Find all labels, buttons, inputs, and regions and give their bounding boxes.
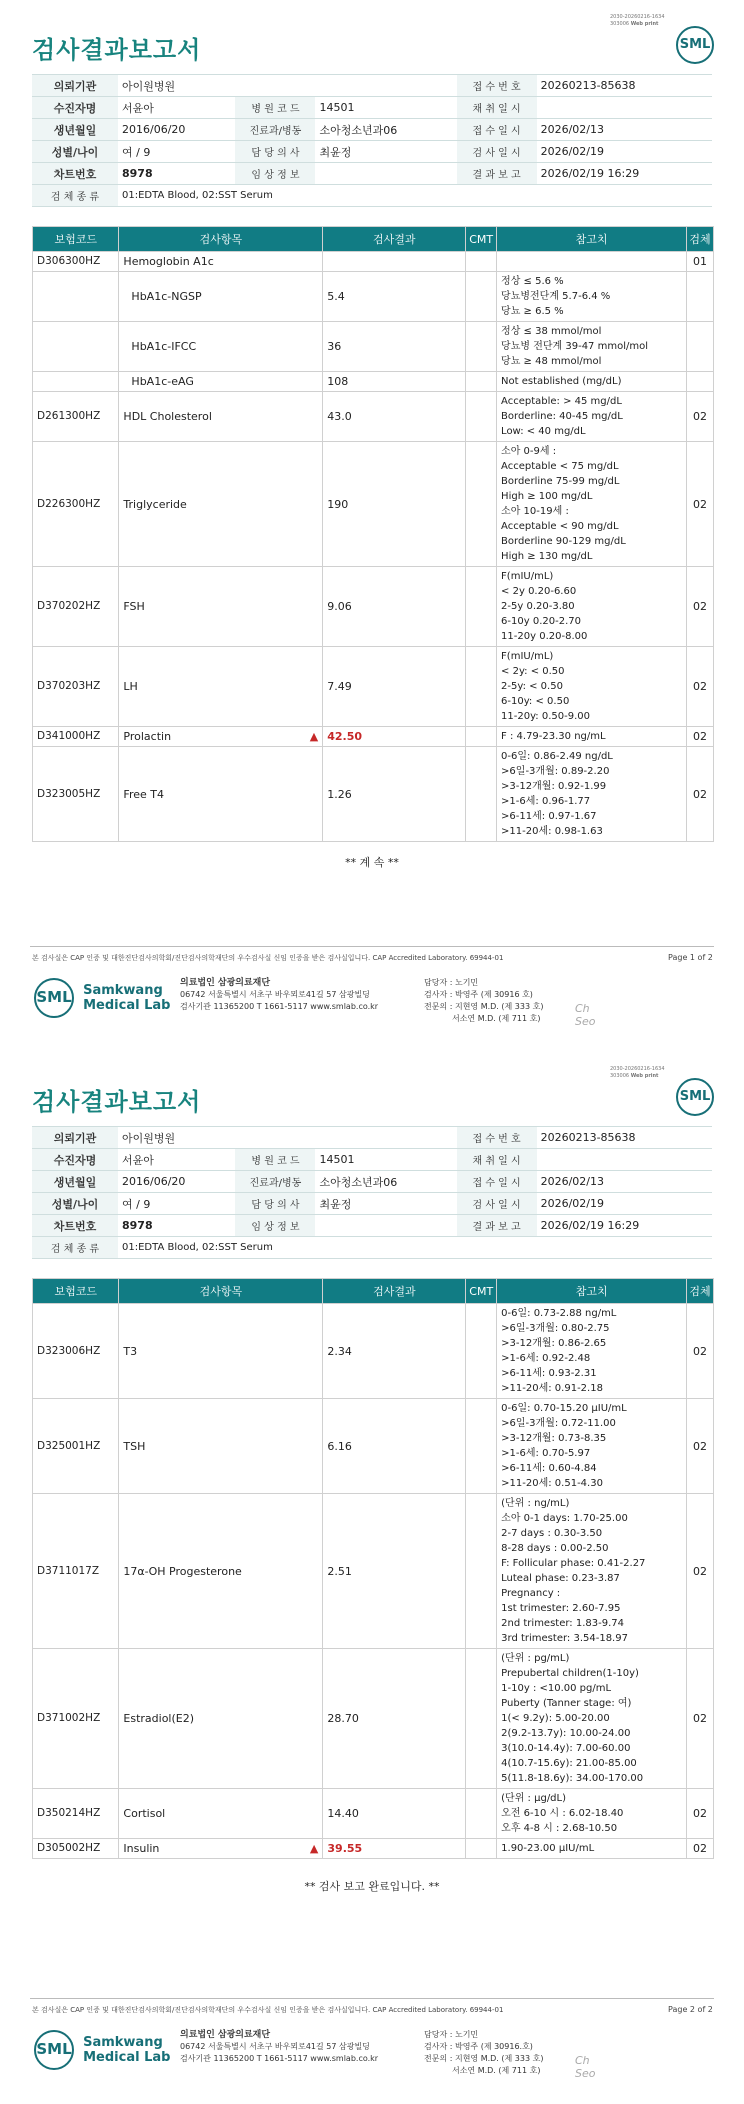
high-flag-icon: ▲	[309, 1842, 319, 1855]
specimen-code: 02	[687, 1494, 714, 1649]
test-result: 42.50	[323, 727, 466, 747]
insurance-code: D341000HZ	[33, 727, 119, 747]
specimen-code: 02	[687, 567, 714, 647]
report-date: 2026/02/19 16:29	[537, 163, 712, 185]
test-item: TSH	[119, 1399, 323, 1494]
insurance-code: D323005HZ	[33, 747, 119, 842]
cmt-cell	[466, 252, 497, 272]
patient-info-table: 의뢰기관 아이원병원 접 수 번 호 20260213-85638 수진자명 서윤아 병 원 코 드 14501 채 취 일 시 생년월일 2016/06/20 진료과/병동 소아청소년과06 접 수 일 시 2026/02/13 성별/나이 여 / 9 담 당 의 사 최윤정 검 사 일 시 2026/02/19 차트번호 8978 임 상 정 보 결 과 보 고 2026/02/19 16:29 검 체 종 류 01:EDTA Blood, 02:SST Serum	[32, 1126, 712, 1259]
insurance-code: D370203HZ	[33, 647, 119, 727]
insurance-code	[33, 372, 119, 392]
page-number: Page 2 of 2	[668, 2005, 713, 2014]
signature: Ch Seo	[575, 2054, 596, 2080]
test-result: 1.26	[323, 747, 466, 842]
insurance-code: D306300HZ	[33, 252, 119, 272]
collect-date	[537, 97, 712, 119]
patient-name: 서윤아	[118, 97, 235, 119]
insurance-code: D226300HZ	[33, 442, 119, 567]
reference-range: 소아 0-9세 : Acceptable < 75 mg/dL Borderline 75-99 mg/dL High ≥ 100 mg/dL 소아 10-19세 : Acceptable < 90 mg/dL Borderline 90-129 mg/dL High ≥ 130 mg/dL	[497, 442, 687, 567]
result-row	[33, 252, 714, 272]
results-table: 보험코드 검사항목 검사결과 CMT 참고치 검체 D323006HZ T3 2.34 0-6일: 0.73-2.88 ng/mL >6일-3개월: 0.80-2.75 >3-12개월: 0.86-2.65 >1-6세: 0.92-2.48 >6-11세: 0.93-2.31 >11-20세: 0.91-2.18 02 D325001HZ TSH 6.16 0-6일: 0.70-15.20 µIU/mL >6일-3개월: 0.72-11.00 >3-12개월: 0.73-8.35 >1-6세: 0.70-5.97 >6-11세: 0.60-4.84 >11-20세: 0.51-4.30 02 D3711017Z 17α-OH Progesterone 2.51 (단위 : ng/mL) 소아 0-1 days: 1.70-25.00 2-7 days : 0.30-3.50 8-28 days : 0.00-2.50 F: Follicular phase: 0.41-2.27 Luteal phase: 0.23-3.87 Pregnancy : 1st trimester: 2.60-7.95 2nd trimester: 1.83-9.74 3rd trimester: 3.54-18.97 02 D371002HZ Estradiol(E2) 28.70 (단위 : pg/mL) Prepubertal children(1-10y) 1-10y : <10.00 pg/mL Puberty (Tanner stage: 여) 1(< 9.2y): 5.00-20.00 2(9.2-13.7y): 10.00-24.00 3(10.0-14.4y): 7.00-60.00 4(10.7-15.6y): 21.00-85.00 5(11.8-18.6y): 34.00-170.00 02 D350214HZ Cortisol 14.40 (단위 : µg/dL) 오전 6-10 시 : 6.02-18.40 오후 4-8 시 : 2.68-10.50 02 D305002HZ Insulin ▲ 39.55 1.90-23.00 µIU/mL 02	[32, 1278, 714, 1859]
reference-range: F(mIU/mL) < 2y: < 0.50 2-5y: < 0.50 6-10y: < 0.50 11-20y: 0.50-9.00	[497, 647, 687, 727]
insurance-code: D3711017Z	[33, 1494, 119, 1649]
insurance-code: D261300HZ	[33, 392, 119, 442]
signature: Ch Seo	[575, 1002, 596, 1028]
cmt-cell	[466, 567, 497, 647]
specimen-code	[687, 322, 714, 372]
result-row	[33, 1789, 714, 1839]
samkwang-logo: SML Samkwang Medical Lab	[34, 2030, 170, 2070]
test-item: Estradiol(E2)	[119, 1649, 323, 1789]
result-row	[33, 322, 714, 372]
test-item: Hemoglobin A1c	[119, 252, 323, 272]
insurance-code	[33, 272, 119, 322]
result-row	[33, 442, 714, 567]
sml-circle-icon: SML	[34, 978, 74, 1018]
test-item: LH	[119, 647, 323, 727]
test-result	[323, 252, 466, 272]
org-value: 아이원병원	[118, 75, 457, 97]
samkwang-logo: SML Samkwang Medical Lab	[34, 978, 170, 1018]
test-result: 2.34	[323, 1304, 466, 1399]
test-result: 43.0	[323, 392, 466, 442]
reference-range: Not established (mg/dL)	[497, 372, 687, 392]
test-result: 6.16	[323, 1399, 466, 1494]
chart-no: 8978	[118, 163, 235, 185]
clinical-info	[315, 1215, 456, 1237]
hosp-code: 14501	[315, 1149, 456, 1171]
receipt-date: 2026/02/13	[537, 119, 712, 141]
result-row	[33, 1649, 714, 1789]
test-item: Insulin ▲	[119, 1839, 323, 1859]
test-result: 2.51	[323, 1494, 466, 1649]
specimen-code: 01	[687, 252, 714, 272]
footer-divider	[30, 1998, 714, 1999]
cmt-cell	[466, 647, 497, 727]
dob: 2016/06/20	[118, 119, 235, 141]
collect-date	[537, 1149, 712, 1171]
reference-range: Acceptable: > 45 mg/dL Borderline: 40-45 mg/dL Low: < 40 mg/dL	[497, 392, 687, 442]
reference-range: (단위 : pg/mL) Prepubertal children(1-10y) 1-10y : <10.00 pg/mL Puberty (Tanner stage: 여) 1(< 9.2y): 5.00-20.00 2(9.2-13.7y): 10.00-24.00 3(10.0-14.4y): 7.00-60.00 4(10.7-15.6y): 21.00-85.00 5(11.8-18.6y): 34.00-170.00	[497, 1649, 687, 1789]
sml-logo-icon: SML	[676, 26, 714, 64]
specimen-code: 02	[687, 747, 714, 842]
specimen-code: 02	[687, 1399, 714, 1494]
org-value: 아이원병원	[118, 1127, 457, 1149]
test-result: 108	[323, 372, 466, 392]
chart-no: 8978	[118, 1215, 235, 1237]
test-item: HDL Cholesterol	[119, 392, 323, 442]
test-result: 39.55	[323, 1839, 466, 1859]
patient-info-table: 의뢰기관 아이원병원 접 수 번 호 20260213-85638 수진자명 서윤아 병 원 코 드 14501 채 취 일 시 생년월일 2016/06/20 진료과/병동 소아청소년과06 접 수 일 시 2026/02/13 성별/나이 여 / 9 담 당 의 사 최윤정 검 사 일 시 2026/02/19 차트번호 8978 임 상 정 보 결 과 보 고 2026/02/19 16:29 검 체 종 류 01:EDTA Blood, 02:SST Serum	[32, 74, 712, 207]
result-row	[33, 747, 714, 842]
org-info: 의료법인 삼광의료재단 06742 서울특별시 서초구 바우뫼로41길 57 삼광빌딩 검사기관 11365200 T 1661-5117 www.smlab.co.kr	[180, 978, 379, 1011]
clinical-info	[315, 163, 456, 185]
cmt-cell	[466, 322, 497, 372]
cmt-cell	[466, 1304, 497, 1399]
receipt-date: 2026/02/13	[537, 1171, 712, 1193]
hosp-code: 14501	[315, 97, 456, 119]
exam-date: 2026/02/19	[537, 141, 712, 163]
specimen-code: 02	[687, 1304, 714, 1399]
footer-note: 본 검사실은 CAP 인증 및 대한진단검사의학회/진단검사의학재단의 우수검사실 신임 인증을 받은 검사실입니다. CAP Accredited Laboratory. 69944-01	[32, 954, 504, 962]
test-result: 14.40	[323, 1789, 466, 1839]
cmt-cell	[466, 1399, 497, 1494]
specimen-code: 02	[687, 1789, 714, 1839]
dept: 소아청소년과06	[315, 1171, 456, 1193]
test-item: FSH	[119, 567, 323, 647]
sex-age: 여 / 9	[118, 141, 235, 163]
reference-range: 0-6일: 0.73-2.88 ng/mL >6일-3개월: 0.80-2.75 >3-12개월: 0.86-2.65 >1-6세: 0.92-2.48 >6-11세: 0.93-2.31 >11-20세: 0.91-2.18	[497, 1304, 687, 1399]
print-meta: 2030-20260216-1634 303006 Web print	[610, 1066, 665, 1079]
reference-range: 1.90-23.00 µIU/mL	[497, 1839, 687, 1859]
test-result: 9.06	[323, 567, 466, 647]
reference-range	[497, 252, 687, 272]
insurance-code	[33, 322, 119, 372]
report-title: 검사결과보고서	[32, 1088, 202, 1116]
cmt-cell	[466, 442, 497, 567]
continue-note: ** 계 속 **	[345, 856, 399, 869]
test-result: 36	[323, 322, 466, 372]
insurance-code: D350214HZ	[33, 1789, 119, 1839]
reference-range: 정상 ≤ 5.6 % 당뇨병전단계 5.7-6.4 % 당뇨 ≥ 6.5 %	[497, 272, 687, 322]
report-page-2	[0, 1052, 744, 2104]
reference-range: (단위 : µg/dL) 오전 6-10 시 : 6.02-18.40 오후 4-8 시 : 2.68-10.50	[497, 1789, 687, 1839]
footer-note: 본 검사실은 CAP 인증 및 대한진단검사의학회/진단검사의학재단의 우수검사실 신임 인증을 받은 검사실입니다. CAP Accredited Laboratory. 69944-01	[32, 2006, 504, 2014]
cmt-cell	[466, 747, 497, 842]
specimen-code	[687, 272, 714, 322]
reference-range: 0-6일: 0.86-2.49 ng/dL >6일-3개월: 0.89-2.20 >3-12개월: 0.92-1.99 >1-6세: 0.96-1.77 >6-11세: 0.97-1.67 >11-20세: 0.98-1.63	[497, 747, 687, 842]
reference-range: (단위 : ng/mL) 소아 0-1 days: 1.70-25.00 2-7 days : 0.30-3.50 8-28 days : 0.00-2.50 F: Follicular phase: 0.41-2.27 Luteal phase: 0.23-3.87 Pregnancy : 1st trimester: 2.60-7.95 2nd trimester: 1.83-9.74 3rd trimester: 3.54-18.97	[497, 1494, 687, 1649]
test-item: Cortisol	[119, 1789, 323, 1839]
reference-range: F(mIU/mL) < 2y 0.20-6.60 2-5y 0.20-3.80 6-10y 0.20-2.70 11-20y 0.20-8.00	[497, 567, 687, 647]
org-info: 의료법인 삼광의료재단 06742 서울특별시 서초구 바우뫼로41길 57 삼광빌딩 검사기관 11365200 T 1661-5117 www.smlab.co.kr	[180, 2030, 379, 2063]
cmt-cell	[466, 392, 497, 442]
insurance-code: D305002HZ	[33, 1839, 119, 1859]
dob: 2016/06/20	[118, 1171, 235, 1193]
result-row	[33, 272, 714, 322]
cmt-cell	[466, 272, 497, 322]
patient-name: 서윤아	[118, 1149, 235, 1171]
doctor: 최윤정	[315, 1193, 456, 1215]
exam-date: 2026/02/19	[537, 1193, 712, 1215]
sml-circle-icon: SML	[34, 2030, 74, 2070]
reference-range: 0-6일: 0.70-15.20 µIU/mL >6일-3개월: 0.72-11.00 >3-12개월: 0.73-8.35 >1-6세: 0.70-5.97 >6-11세: 0.60-4.84 >11-20세: 0.51-4.30	[497, 1399, 687, 1494]
result-row	[33, 567, 714, 647]
sml-logo-icon: SML	[676, 1078, 714, 1116]
specimen-code: 02	[687, 727, 714, 747]
receipt-no: 20260213-85638	[537, 75, 712, 97]
insurance-code: D370202HZ	[33, 567, 119, 647]
reference-range: F : 4.79-23.30 ng/mL	[497, 727, 687, 747]
sex-age: 여 / 9	[118, 1193, 235, 1215]
result-row	[33, 727, 714, 747]
cmt-cell	[466, 372, 497, 392]
result-row	[33, 392, 714, 442]
result-row	[33, 372, 714, 392]
report-title: 검사결과보고서	[32, 36, 202, 64]
test-result: 190	[323, 442, 466, 567]
specimen-code: 02	[687, 392, 714, 442]
test-result: 5.4	[323, 272, 466, 322]
receipt-no: 20260213-85638	[537, 1127, 712, 1149]
test-item: 17α-OH Progesterone	[119, 1494, 323, 1649]
footer-divider	[30, 946, 714, 947]
dept: 소아청소년과06	[315, 119, 456, 141]
cmt-cell	[466, 1839, 497, 1859]
test-item: T3	[119, 1304, 323, 1399]
test-item: Triglyceride	[119, 442, 323, 567]
cmt-cell	[466, 727, 497, 747]
print-meta: 2030-20260216-1634 303006 Web print	[610, 14, 665, 27]
test-item: HbA1c-eAG	[119, 372, 323, 392]
complete-note: ** 검사 보고 완료입니다. **	[304, 1880, 440, 1893]
report-date: 2026/02/19 16:29	[537, 1215, 712, 1237]
results-table: 보험코드 검사항목 검사결과 CMT 참고치 검체 D306300HZ Hemoglobin A1c 01 HbA1c-NGSP 5.4 정상 ≤ 5.6 % 당뇨병전단계 5.7-6.4 % 당뇨 ≥ 6.5 % HbA1c-IFCC 36 정상 ≤ 38 mmol/mol 당뇨병 전단계 39-47 mmol/mol 당뇨 ≥ 48 mmol/mol HbA1c-eAG 108 Not established (mg/dL) D261300HZ HDL Cholesterol 43.0 Acceptable: > 45 mg/dL Borderline: 40-45 mg/dL Low: < 40 mg/dL 02 D226300HZ Triglyceride 190 소아 0-9세 : Acceptable < 75 mg/dL Borderline 75-99 mg/dL High ≥ 100 mg/dL 소아 10-19세 : Acceptable < 90 mg/dL Borderline 90-129 mg/dL High ≥ 130 mg/dL 02 D370202HZ FSH 9.06 F(mIU/mL) < 2y 0.20-6.60 2-5y 0.20-3.80 6-10y 0.20-2.70 11-20y 0.20-8.00 02 D370203HZ LH 7.49 F(mIU/mL) < 2y: < 0.50 2-5y: < 0.50 6-10y: < 0.50 11-20y: 0.50-9.00 02 D341000HZ Prolactin ▲ 42.50 F : 4.79-23.30 ng/mL 02 D323005HZ Free T4 1.26 0-6일: 0.86-2.49 ng/dL >6일-3개월: 0.89-2.20 >3-12개월: 0.92-1.99 >1-6세: 0.96-1.77 >6-11세: 0.97-1.67 >11-20세: 0.98-1.63 02	[32, 226, 714, 842]
specimen-type: 01:EDTA Blood, 02:SST Serum	[118, 185, 712, 207]
test-result: 28.70	[323, 1649, 466, 1789]
insurance-code: D371002HZ	[33, 1649, 119, 1789]
staff-info: 담당자 : 노기민 검사자 : 박영주 (제 30916 호) 전문의 : 지현영 M.D. (제 333 호) 서소연 M.D. (제 711 호)	[424, 978, 544, 1023]
test-item: Free T4	[119, 747, 323, 842]
specimen-type: 01:EDTA Blood, 02:SST Serum	[118, 1237, 712, 1259]
test-result: 7.49	[323, 647, 466, 727]
high-flag-icon: ▲	[309, 730, 319, 743]
specimen-code: 02	[687, 647, 714, 727]
test-item: HbA1c-IFCC	[119, 322, 323, 372]
specimen-code	[687, 372, 714, 392]
doctor: 최윤정	[315, 141, 456, 163]
specimen-code: 02	[687, 1649, 714, 1789]
result-row	[33, 1494, 714, 1649]
staff-info: 담당자 : 노기민 검사자 : 박영주 (제 30916.호) 전문의 : 지현영 M.D. (제 333 호) 서소연 M.D. (제 711 호)	[424, 2030, 544, 2075]
cmt-cell	[466, 1649, 497, 1789]
reference-range: 정상 ≤ 38 mmol/mol 당뇨병 전단계 39-47 mmol/mol 당뇨 ≥ 48 mmol/mol	[497, 322, 687, 372]
test-item: HbA1c-NGSP	[119, 272, 323, 322]
insurance-code: D325001HZ	[33, 1399, 119, 1494]
page-number: Page 1 of 2	[668, 953, 713, 962]
specimen-code: 02	[687, 1839, 714, 1859]
result-row	[33, 647, 714, 727]
insurance-code: D323006HZ	[33, 1304, 119, 1399]
result-row	[33, 1839, 714, 1859]
test-item: Prolactin ▲	[119, 727, 323, 747]
result-row	[33, 1304, 714, 1399]
cmt-cell	[466, 1494, 497, 1649]
specimen-code: 02	[687, 442, 714, 567]
result-row	[33, 1399, 714, 1494]
cmt-cell	[466, 1789, 497, 1839]
